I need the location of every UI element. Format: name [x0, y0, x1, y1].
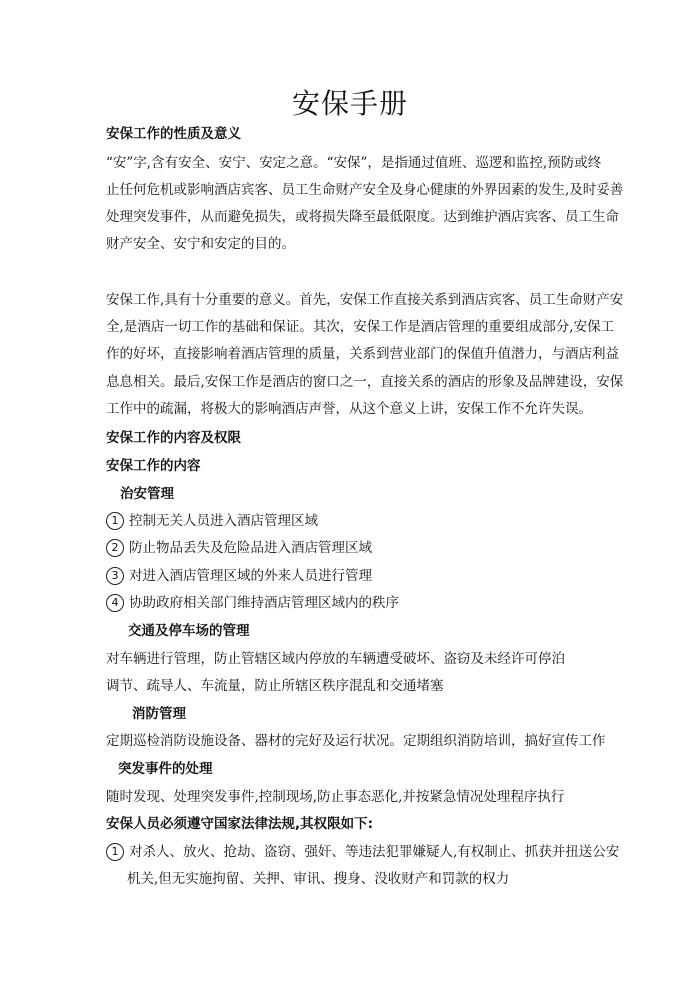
list-item-continuation: 机关,但无实施拘留、关押、审讯、搜身、没收财产和罚款的权力 — [127, 871, 510, 887]
paragraph-line: 止任何危机或影响酒店宾客、员工生命财产安全及身心健康的外界因素的发生,及时妥善 — [106, 182, 624, 198]
subheading-fire: 消防管理 — [132, 706, 186, 722]
circled-number: 2 — [106, 539, 124, 557]
list-item-text: 对杀人、放火、抢劫、盗窃、强奸、等违法犯罪嫌疑人,有权制止、抓获并扭送公安 — [129, 844, 620, 860]
circled-number: 1 — [106, 512, 124, 530]
subheading-traffic: 交通及停车场的管理 — [128, 623, 250, 639]
list-item — [106, 566, 372, 586]
paragraph-line: 作的好坏，直接影响着酒店管理的质量，关系到营业部门的保值升值潜力，与酒店利益 — [106, 346, 619, 362]
list-item-text: 对进入酒店管理区域的外来人员进行管理 — [129, 568, 372, 584]
paragraph-line: 安保工作,具有十分重要的意义。首先，安保工作直接关系到酒店宾客、员工生命财产安 — [106, 292, 624, 308]
paragraph-line: 对车辆进行管理，防止管辖区域内停放的车辆遭受破坏、盗窃及未经许可停泊 — [106, 651, 565, 667]
paragraph-line: 随时发现、处理突发事件,控制现场,防止事态恶化,并按紧急情况处理程序执行 — [106, 789, 565, 805]
paragraph-line: “安”字,含有安全、安宁、安定之意。“安保”，是指通过值班、巡逻和监控,预防或终 — [106, 155, 602, 171]
section-heading-nature: 安保工作的性质及意义 — [106, 126, 241, 142]
paragraph-line: 全,是酒店一切工作的基础和保证。其次，安保工作是酒店管理的重要组成部分,安保工 — [106, 319, 615, 335]
list-item — [106, 511, 318, 531]
list-item-text: 控制无关人员进入酒店管理区域 — [129, 513, 318, 529]
section-heading-content-rights: 安保工作的内容及权限 — [106, 430, 241, 446]
paragraph-line: 工作中的疏漏，将极大的影响酒店声誉，从这个意义上讲，安保工作不允许失误。 — [106, 401, 592, 417]
list-item-text: 防止物品丢失及危险品进入酒店管理区域 — [129, 540, 372, 556]
paragraph-line: 财产安全、安宁和安定的目的。 — [106, 236, 295, 252]
subheading-emergency: 突发事件的处理 — [118, 761, 213, 777]
page-title: 安保手册 — [291, 87, 408, 120]
subheading-public-order: 治安管理 — [120, 486, 174, 502]
list-item — [106, 538, 372, 558]
paragraph-line: 定期巡检消防设施设备、器材的完好及运行状况。定期组织消防培训，搞好宣传工作 — [106, 733, 606, 749]
paragraph-line: 调节、疏导人、车流量，防止所辖区秩序混乱和交通堵塞 — [106, 678, 444, 694]
circled-number: 1 — [106, 843, 124, 861]
list-item-text: 协助政府相关部门维持酒店管理区域内的秩序 — [129, 595, 399, 611]
list-item — [106, 842, 619, 862]
paragraph-line: 息息相关。最后,安保工作是酒店的窗口之一，直接关系的酒店的形象及品牌建设，安保 — [106, 374, 624, 390]
circled-number: 4 — [106, 594, 124, 612]
paragraph-line: 处理突发事件，从而避免损失，或将损失降至最低限度。达到维护酒店宾客、员工生命 — [106, 209, 619, 225]
circled-number: 3 — [106, 567, 124, 585]
section-heading-law: 安保人员必须遵守国家法律法规,其权限如下: — [106, 816, 374, 832]
subsection-heading-content: 安保工作的内容 — [106, 458, 201, 474]
list-item — [106, 593, 399, 613]
